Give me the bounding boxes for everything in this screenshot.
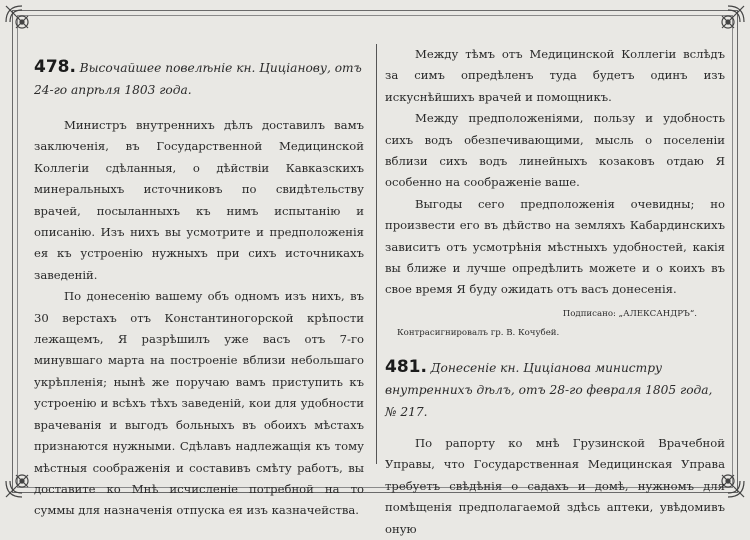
corner-ornament-icon [2,2,42,42]
paragraph: Выгоды сего предположенiя очевидны; но произвести его въ дѣйство на земляхъ Кабардинскихъ зависитъ отъ усмотрѣнiя мѣстныхъ удобностей, какiя вы ближе и лучше опредѣлить можете и о коихъ въ свое время Я буду ожидать отъ васъ донесенiя. [385,196,725,297]
paragraph: Между предположенiями, пользу и удобность сихъ водъ обезпечивающими, мысль о поселенiи вблизи сихъ водъ линейныхъ козаковъ отдаю Я особенно на соображенiе ваше. [385,111,725,190]
paragraph: Министръ внутреннихъ дѣлъ доставилъ вамъ заключенiя, въ Государственной Медицинской Коллегiи сдѣланныя, о дѣйствiи Кавказскихъ минеральныхъ источниковъ по свидѣтельству врачей, посыланныхъ къ нимъ испытанiю и описанiю. Изъ нихъ вы усмотрите и предположенiя ея къ устроенiю нужныхъ при сихъ источникахъ заведенiй. [34,118,364,282]
document-title: Высочайшее повелѣнiе кн. Цицiанову, отъ 24-го апрѣля 1803 года. [34,61,362,97]
column-divider [376,44,377,464]
document-number: 478. [34,57,76,77]
document-heading-478 [34,56,364,101]
right-column [385,44,725,540]
paragraph: Между тѣмъ отъ Медицинской Коллегiи вслѣдъ за симъ опредѣленъ туда будетъ одинъ изъ искуснѣйшихъ врачей и помощникъ. [385,47,725,104]
document-title: Донесенiе кн. Цицiанова министру внутреннихъ дѣлъ, отъ 28-го февраля 1805 года, № 217. [385,360,713,419]
countersignature: Контрасигнировалъ гр. В. Кочубей. [397,327,560,338]
paragraph: По донесенiю вашему объ одномъ изъ нихъ, въ 30 верстахъ отъ Константиногорской крѣпости лежащемъ, Я разрѣшилъ уже васъ отъ 7-го минувшаго марта на построенiе вблизи небольшаго укрѣпленiя; нынѣ же поручаю вамъ приступить къ устроенiю и всѣхъ тѣхъ заведенiй, кои для удобности врачеванiя и выгодъ больныхъ въ обоихъ мѣстахъ признаются нужными. Сдѣлавъ надлежащiя къ тому мѣстныя соображенiя и составивъ смѣту работъ, вы доставите ко Мнѣ исчисленiе потребной на то суммы для назначенiя отпуска ея изъ казначейства. [34,289,364,518]
left-column [34,56,364,522]
document-heading-481 [385,356,725,423]
signature: Подписано: „АЛЕКСАНДРЪ“. [562,308,697,319]
corner-ornament-icon [708,2,748,42]
paragraph: По рапорту ко мнѣ Грузинской Врачебной Управы, что Государственная Медицинская Управа требуетъ свѣдѣнiя о садахъ и домѣ, нужномъ для помѣщенiя предполагаемой здѣсь аптеки, увѣдомивъ оную [385,435,725,536]
document-number: 481. [385,356,427,377]
